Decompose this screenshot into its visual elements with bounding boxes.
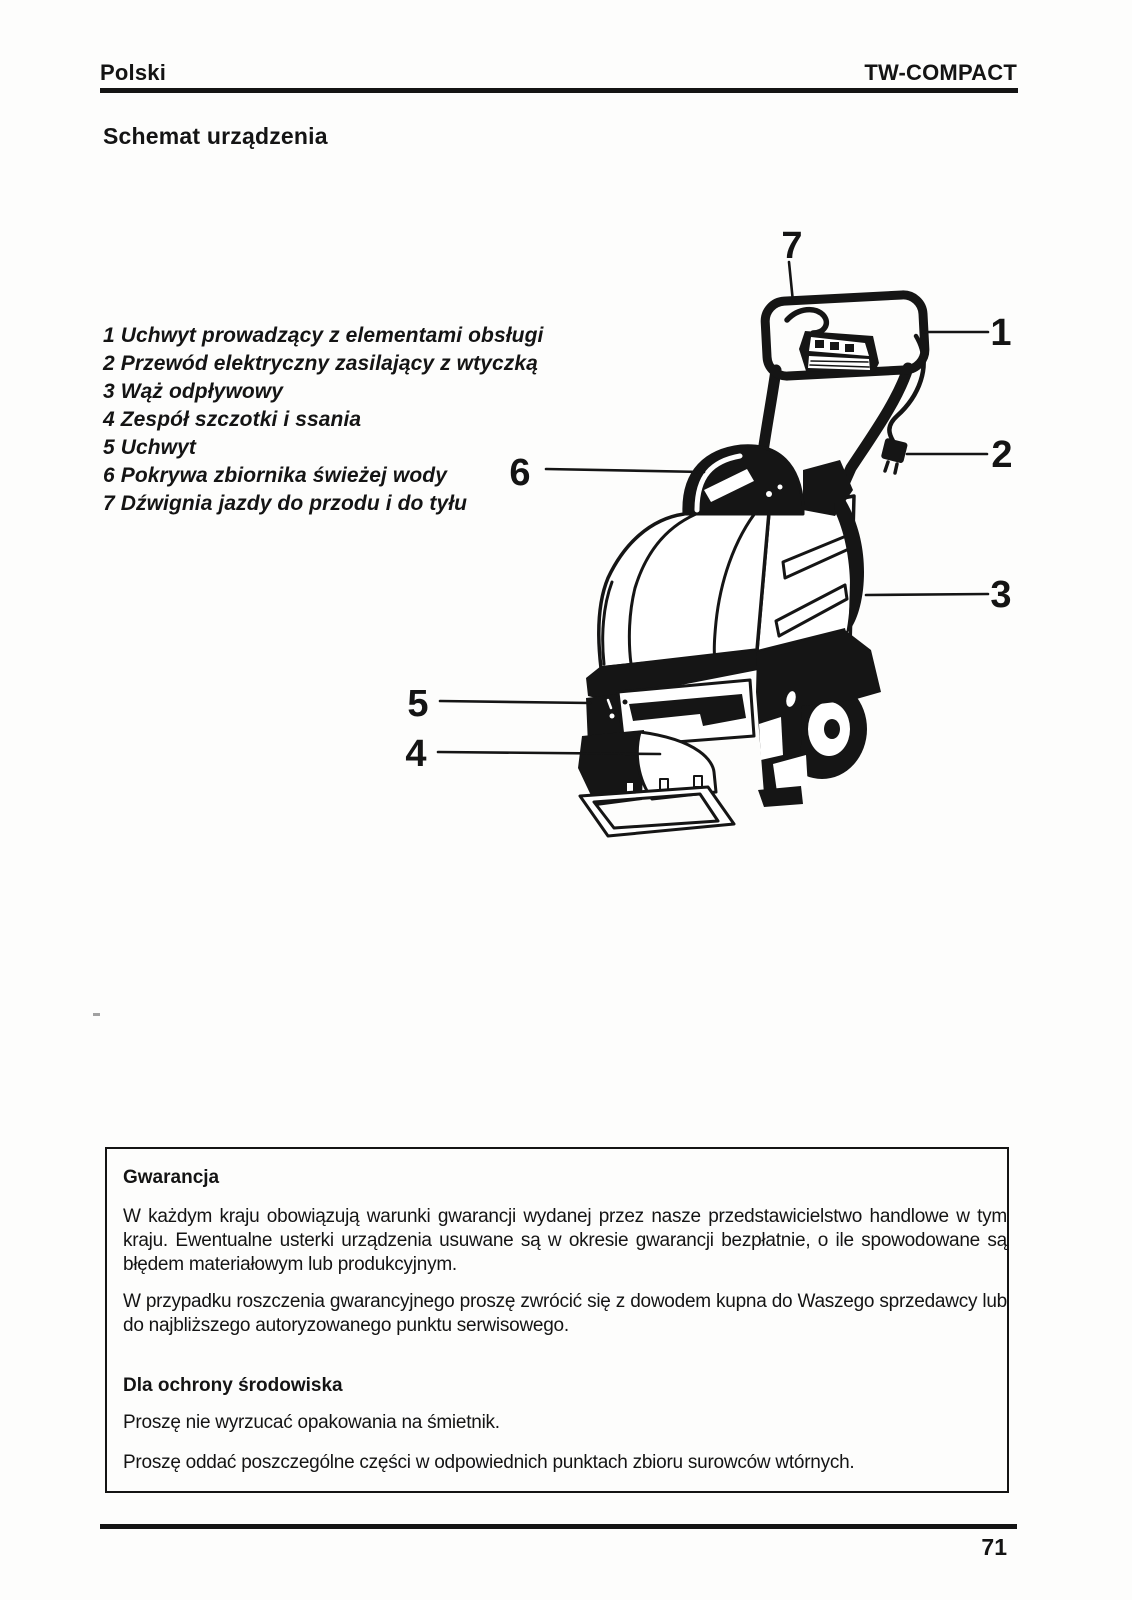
callout-line-7 — [789, 262, 793, 302]
warranty-paragraph-1: W każdym kraju obowiązują warunki gwarancji wydanej przez nasze przedstawicielstwo handlowe w tym kraju. Ewentualne usterki urządzenia usuwane są w okresie gwarancji bezpłatnie, o ile spowodowane są błędem materiałowym lub produkcyjnym. — [123, 1206, 1007, 1275]
squeegee-tab-3 — [694, 776, 702, 787]
column-dot — [610, 714, 615, 719]
plug-prongs — [885, 462, 897, 473]
callout-line-5 — [440, 701, 590, 703]
callout-7: 7 — [781, 225, 803, 267]
legend-item-7: 7 Dźwignia jazdy do przodu i do tyłu — [103, 492, 468, 515]
console-button-2 — [830, 342, 839, 350]
power-plug — [881, 438, 908, 464]
legend-item-3: 3 Wąż odpływowy — [103, 380, 284, 403]
callout-3: 3 — [990, 574, 1012, 616]
callout-6: 6 — [509, 452, 531, 494]
callout-5: 5 — [407, 683, 429, 725]
legend-item-6: 6 Pokrywa zbiornika świeżej wody — [103, 464, 447, 487]
handle-tube-left — [763, 370, 776, 452]
base-facet-upper — [759, 717, 783, 760]
legend-item-1: 1 Uchwyt prowadzący z elementami obsługi — [103, 324, 544, 347]
warranty-box — [105, 1147, 1009, 1493]
drive-lever — [787, 310, 826, 333]
handle-tube-right — [843, 368, 908, 486]
lid-dot-2 — [778, 485, 783, 490]
product-title: TW-COMPACT — [864, 60, 1017, 85]
footer-rule — [100, 1524, 1017, 1529]
header-rule — [100, 88, 1018, 93]
environment-line-1: Proszę nie wyrzucać opakowania na śmietnik. — [123, 1412, 500, 1433]
legend-item-2: 2 Przewód elektryczny zasilający z wtyczką — [103, 352, 538, 375]
panel-screw — [623, 700, 628, 705]
legend-item-5: 5 Uchwyt — [103, 436, 196, 459]
squeegee-tab-2 — [660, 779, 668, 790]
page-number: 71 — [981, 1534, 1007, 1560]
lid-dot-1 — [766, 491, 772, 497]
warranty-paragraph-2: W przypadku roszczenia gwarancyjnego proszę zwrócić się z dowodem kupna do Waszego sprzedawcy lub do najbliższego autoryzowanego punktu serwisowego. — [123, 1291, 1007, 1336]
callout-4: 4 — [405, 733, 427, 775]
callout-line-6 — [546, 469, 704, 472]
callout-2: 2 — [991, 434, 1013, 476]
callout-1: 1 — [990, 312, 1012, 354]
squeegee-frame — [580, 787, 734, 836]
device-diagram — [390, 220, 1030, 860]
legend-item-4: 4 Zespół szczotki i ssania — [103, 408, 362, 431]
callout-line-3 — [866, 594, 988, 595]
console-button-1 — [815, 340, 824, 348]
environment-heading: Dla ochrony środowiska — [123, 1375, 343, 1396]
scan-speck — [93, 1013, 100, 1016]
page-title: Schemat urządzenia — [103, 123, 328, 149]
wheel-hub — [824, 719, 840, 739]
environment-line-2: Proszę oddać poszczególne części w odpowiednich punktach zbioru surowców wtórnych. — [123, 1452, 855, 1473]
console-button-3 — [845, 344, 854, 352]
language-label: Polski — [100, 60, 167, 85]
warranty-heading: Gwarancja — [123, 1167, 220, 1188]
